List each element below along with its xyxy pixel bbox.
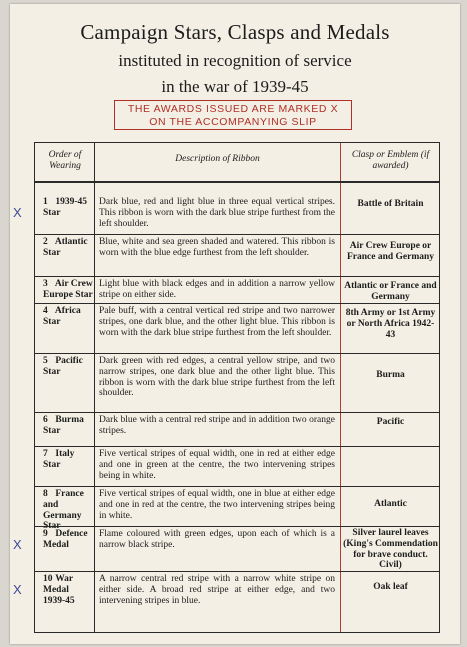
award-number: 10 [43,574,53,584]
issued-mark: X [13,205,22,220]
row-divider [35,276,439,277]
award-number: 7 [43,449,48,459]
clasp-emblem: Burma [376,370,405,380]
ribbon-description: A narrow central red stripe with a narrow white stripe on either side. A broad red stripe at either edge, and two intervening stripes in blue. [99,574,335,606]
ribbon-description: Five vertical stripes of equal width, one in blue at either edge and one in red at the centre, the two intervening stripes being in white. [99,489,335,521]
notice-line-2: ON THE ACCOMPANYING SLIP [149,116,317,128]
column-divider [340,143,341,632]
award-name [43,415,93,437]
award-number: 2 [43,237,48,247]
subtitle-line-1: instituted in recognition of service [118,51,352,70]
award-number: 9 [43,529,48,539]
ribbon-description: Pale buff, with a central vertical red stripe and two narrower stripes, one dark blue, and the other light blue. This ribbon is worn with the dark blue stripe furthest from the left shoulder. [99,306,335,338]
award-name [43,529,93,551]
award-title: France and Germany [43,489,84,521]
row-divider [35,486,439,487]
award-number: 4 [43,306,48,316]
subtitle-line-2: in the war of 1939-45 [161,77,309,96]
award-title: Africa Star [43,306,81,327]
award-number: 1 [43,197,48,207]
award-title: Air Crew Europe Star [43,279,93,300]
award-number: 8 [43,489,48,499]
ribbon-description: Dark green with red edges, a central yellow stripe, and two narrow stripes, one dark blue and the other light blue. This ribbon is worn with the dark blue stripe furthest from the left shoulder. [99,356,335,399]
award-title: 1939-45 Star [43,197,88,218]
clasp-emblem: Battle of Britain [357,199,424,209]
ribbon-description: Five vertical stripes of equal width, one in red at either edge and one in green at the centre, the two intervening stripes being in white. [99,449,335,481]
ribbon-description: Dark blue with a central red stripe and in addition two orange stripes. [99,415,335,436]
row-divider [35,353,439,354]
ribbon-description: Flame coloured with green edges, upon each of which is a narrow black stripe. [99,529,335,550]
award-name [43,356,93,378]
notice-line-1: THE AWARDS ISSUED ARE MARKED X [127,103,339,115]
clasp-emblem: Atlantic [374,499,407,509]
award-title: Burma Star [43,415,84,436]
award-name [43,197,93,219]
clasp-emblem: Pacific [376,417,405,427]
ribbon-description: Dark blue, red and light blue in three equal vertical stripes. This ribbon is worn with the dark blue stripe furthest from the left shoulder. [99,197,335,229]
award-number: 5 [43,356,48,366]
row-divider [35,234,439,235]
row-divider [35,446,439,447]
clasp-emblem: Atlantic or France and Germany [344,281,437,302]
awards-table [13,142,440,633]
clasp-emblem: 8th Army or 1st Army or North Africa 1942-43 [345,308,436,340]
clasp-emblem: Silver laurel leaves (King's Commendation for brave conduct. Civil) [343,528,438,571]
award-name [43,279,93,301]
header-divider [35,181,439,183]
row-divider [35,526,439,527]
page-title: Campaign Stars, Clasps and Medals [80,20,390,44]
award-title: Pacific Star [43,356,83,377]
row-divider [35,303,439,304]
award-sheet [10,4,460,644]
ribbon-description: Light blue with black edges and in addition a narrow yellow stripe on either side. [99,279,335,300]
award-title: Italy Star [43,449,75,470]
column-divider [94,143,95,632]
column-header-description: Description of Ribbon [175,154,260,164]
ribbon-description: Blue, white and sea green shaded and watered. This ribbon is worn with the blue edge furthest from the left shoulder. [99,237,335,258]
award-name [43,574,93,606]
issued-mark: X [13,582,22,597]
column-header-order: Order of Wearing [48,150,82,171]
award-title: War Medal 1939-45 [43,574,75,606]
clasp-emblem: Oak leaf [373,582,408,592]
award-title: Atlantic Star [43,237,88,258]
row-divider [35,412,439,413]
issued-mark: X [13,537,22,552]
clasp-emblem: Air Crew Europe or France and Germany [346,241,435,262]
award-title: Defence Medal [43,529,88,550]
awards-notice-box [114,100,352,130]
award-name [43,306,93,328]
award-number: 6 [43,415,48,425]
award-name [43,449,93,471]
award-name [43,237,93,259]
column-header-clasp: Clasp or Emblem (if awarded) [351,150,430,171]
row-divider [35,571,439,572]
award-number: 3 [43,279,48,289]
